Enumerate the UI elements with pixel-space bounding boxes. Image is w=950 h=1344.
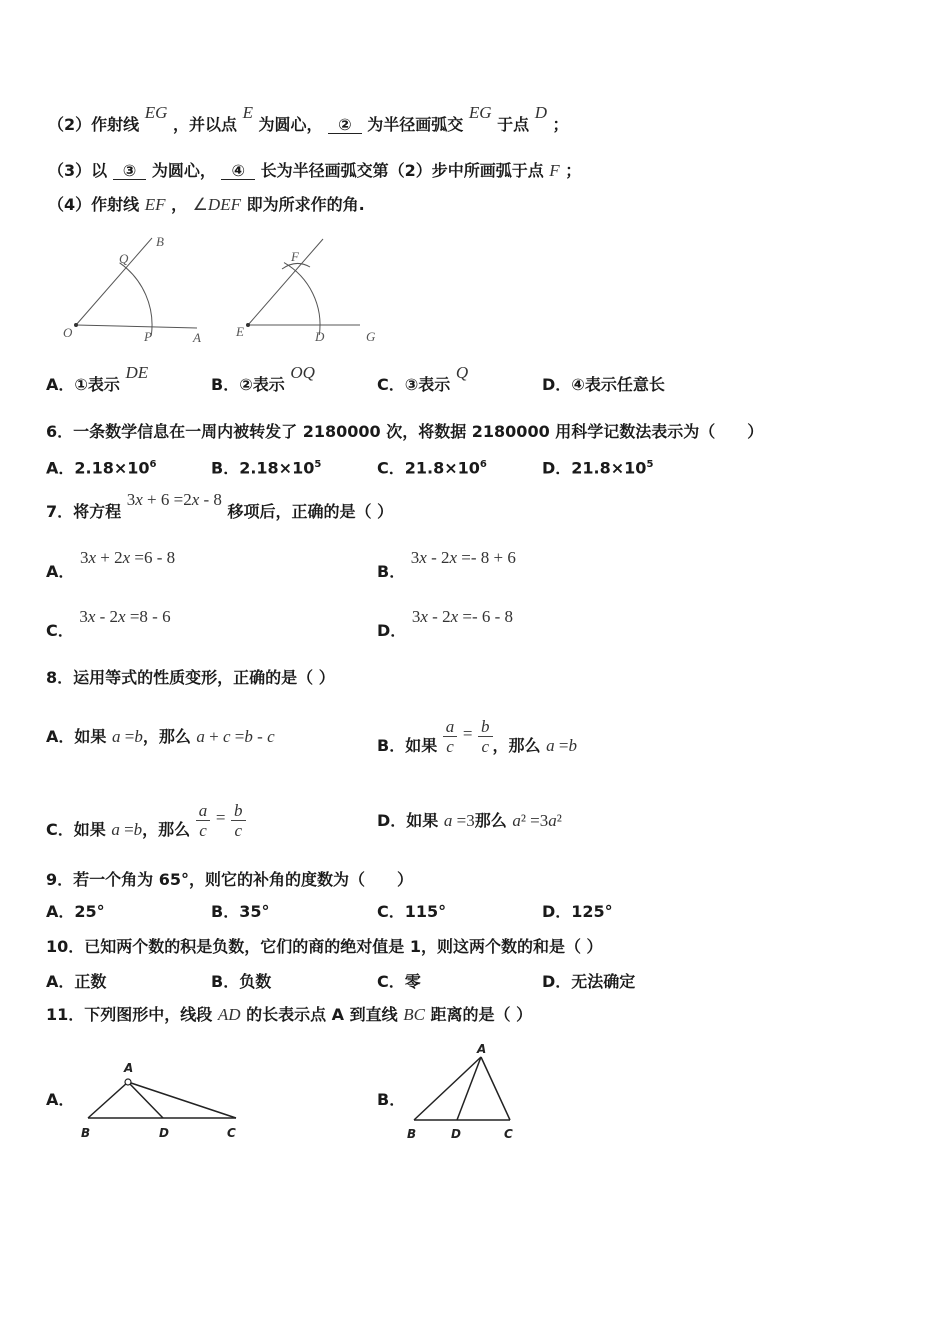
option-if: D．如果 (377, 811, 439, 830)
q11-triangle-figures (70, 1040, 540, 1145)
q8-option-b (377, 717, 577, 766)
label-q: Q (119, 251, 129, 266)
step4-prefix: （4）作射线 (48, 195, 140, 214)
denominator: c (446, 737, 454, 756)
denominator: c (199, 821, 207, 840)
math-variable: x (449, 548, 458, 567)
option-exponent: 6 (149, 459, 157, 470)
option-exponent: 5 (314, 459, 322, 470)
stem-equation: 3x + 6 =2x - 8 (126, 490, 222, 509)
segment-ad-symbol (218, 1005, 241, 1024)
stem-prefix: 11．下列图形中，线段 (46, 1005, 213, 1024)
math-variable: x (122, 548, 131, 567)
ray-eg-symbol (145, 103, 168, 122)
math-variable: E (137, 363, 149, 382)
q9-stem: 9．若一个角为 65°，则它的补角的度数为（ ） (46, 870, 413, 889)
q10-option-c: C．零 (377, 972, 421, 991)
math-variable: a (546, 736, 555, 755)
point-e-symbol (243, 103, 253, 122)
q6-option-b (211, 455, 321, 478)
math-variable: a (512, 811, 521, 830)
math-variable: E (144, 103, 156, 122)
math-variable: x (87, 607, 96, 626)
option-math (126, 363, 149, 382)
q5-option-c (377, 363, 469, 395)
segment-ac (481, 1057, 510, 1120)
q6-option-a (46, 455, 157, 478)
option-if: A．如果 (46, 727, 107, 746)
option-label: D．④表示任意长 (542, 375, 665, 394)
math-variable: b (244, 727, 253, 746)
math-variable: E (144, 195, 156, 214)
option-if: B．如果 (377, 736, 438, 755)
label-c: C (504, 1127, 513, 1141)
math-variable: x (88, 548, 97, 567)
step2-text-1: ，并以点 (172, 115, 237, 134)
option-label: C．③表示 (377, 375, 451, 394)
label-e: E (236, 324, 244, 339)
option-if: C．如果 (46, 820, 106, 839)
label-o: O (63, 325, 73, 340)
option-exponent: 5 (646, 459, 654, 470)
label-p: P (144, 329, 152, 344)
q9-option-b: B．35° (211, 902, 270, 921)
option-result: a² =3a² (512, 811, 562, 830)
math-variable: a (548, 811, 557, 830)
math-variable: D (125, 363, 138, 382)
math-variable: D (534, 103, 547, 122)
q5-option-a (46, 363, 149, 395)
figure-angle-aob (63, 234, 201, 345)
math-variable: B (403, 1005, 414, 1024)
equals-sign: = (215, 808, 226, 827)
math-variable: x (135, 490, 143, 509)
step4-comma: ， (171, 195, 188, 214)
label-a: A (477, 1042, 487, 1056)
math-variable: a (111, 727, 121, 746)
math-variable: A (217, 1005, 229, 1024)
math-variable: G (155, 103, 168, 122)
point-d-symbol (535, 103, 547, 122)
stem-prefix: 7．将方程 (46, 502, 122, 521)
angle-def-symbol: ∠DEF (192, 195, 241, 214)
q9-option-a: A．25° (46, 902, 105, 921)
q9-option-c: C．115° (377, 902, 447, 921)
label-d: D (159, 1126, 169, 1140)
step2-text-2: 为圆心， (258, 115, 323, 134)
math-variable: x (420, 607, 428, 626)
numerator: a (443, 717, 458, 737)
math-variable: Q (302, 363, 315, 382)
option-label: A．①表示 (46, 375, 120, 394)
segment-ac (128, 1082, 236, 1118)
fraction-a-over-c (196, 801, 211, 840)
step4-end: 即为所求作的角. (246, 195, 365, 214)
math-variable: x (450, 607, 459, 626)
option-letter: D． (377, 621, 407, 640)
step3-text-1: 为圆心， (151, 161, 216, 180)
q6-stem: 6．一条数学信息在一周内被转发了 2180000 次，将数据 2180000 用科学记数法表示为（ ） (46, 422, 764, 441)
math-variable: D (207, 195, 221, 214)
ray-ef-symbol (145, 195, 166, 214)
ray-eg-symbol-2 (469, 103, 492, 122)
step3-end: ； (565, 161, 582, 180)
option-result: a =b (546, 736, 577, 755)
q7-option-a (46, 548, 176, 582)
denominator: c (481, 737, 490, 756)
option-base: A．2.18×10 (46, 458, 150, 478)
option-base: D．21.8×10 (542, 458, 647, 478)
math-variable: E (220, 195, 231, 214)
option-letter: C． (46, 621, 74, 640)
fraction-b-over-c (478, 717, 493, 756)
math-variable: x (191, 490, 200, 509)
label-a: A (124, 1061, 134, 1075)
step2-text-4: 于点 (497, 115, 530, 134)
math-variable: E (468, 103, 480, 122)
step3-prefix: （3）以 (48, 161, 108, 180)
label-d: D (315, 329, 325, 344)
option-equation: 3x - 2x =8 - 6 (79, 607, 171, 626)
blank-3: ③ (113, 162, 147, 180)
blank-2: ② (328, 116, 362, 134)
math-variable: b (133, 820, 143, 839)
option-condition: a =b (111, 727, 143, 746)
math-variable: F (549, 161, 560, 180)
figure-angle-def (235, 239, 376, 344)
q11-stem (46, 1005, 532, 1025)
option-condition: a =b (111, 820, 143, 839)
label-b: B (407, 1127, 417, 1141)
q9-option-d: D．125° (542, 902, 613, 921)
q10-stem: 10．已知两个数的积是负数，它们的商的绝对值是 1，则这两个数的和是（ ） (46, 937, 603, 956)
step3-text-2: 长为半径画弧交第（2）步中所画弧于点 (260, 161, 544, 180)
point-f-symbol (549, 161, 559, 180)
q8-option-a (46, 727, 275, 747)
option-equation: 3x + 2x =6 - 8 (79, 548, 176, 567)
vertex-a (125, 1079, 131, 1085)
q7-option-d (377, 607, 514, 641)
option-then: ，那么 (142, 820, 191, 839)
label-a: A (193, 330, 201, 345)
option-math (456, 363, 468, 382)
option-math (290, 363, 315, 382)
q8-stem: 8．运用等式的性质变形，正确的是（ ） (46, 668, 335, 687)
q5-step2 (48, 103, 569, 135)
q5-construction-figures (40, 225, 400, 350)
math-variable: b (568, 736, 577, 755)
numerator: b (231, 801, 246, 821)
math-variable: F (155, 195, 166, 214)
fraction-a-over-c (443, 717, 458, 756)
q5-step4 (48, 195, 365, 215)
q10-option-b: B．负数 (211, 972, 272, 991)
numerator: b (478, 717, 493, 737)
segment-ba (414, 1057, 481, 1120)
option-equation: 3x - 2x =- 6 - 8 (411, 607, 514, 626)
q11-option-b-letter: B． (377, 1090, 406, 1109)
option-equation: 3x - 2x =- 8 + 6 (410, 548, 516, 567)
label-g: G (366, 329, 376, 344)
option-result: a + c =b - c (196, 727, 275, 746)
step2-text-3: 为半径画弧交 (367, 115, 464, 134)
numerator: a (196, 801, 211, 821)
math-variable: c (223, 727, 231, 746)
option-then: 那么 (474, 811, 507, 830)
math-variable: F (230, 195, 241, 214)
q8-option-d (377, 811, 562, 831)
step2-end: ； (552, 115, 569, 134)
fraction-b-over-c (231, 801, 246, 840)
math-variable: G (479, 103, 492, 122)
math-variable: c (267, 727, 275, 746)
q7-stem (46, 490, 394, 522)
option-then: ，那么 (142, 727, 191, 746)
q8-option-c (46, 801, 246, 850)
triangle-option-a (81, 1061, 236, 1140)
q5-option-b (211, 363, 315, 395)
q6-option-d (542, 455, 653, 478)
math-variable: C (413, 1005, 425, 1024)
q11-option-a-letter: A． (46, 1090, 75, 1109)
arc-qp (120, 263, 152, 336)
q6-option-c (377, 455, 487, 478)
q5-option-d (542, 375, 665, 395)
segment-ba (88, 1082, 128, 1118)
label-b: B (156, 234, 164, 249)
math-variable: x (419, 548, 427, 567)
q5-step3 (48, 161, 581, 181)
equals-sign: = (462, 724, 473, 743)
math-variable: Q (455, 363, 469, 382)
option-letter: A． (46, 562, 75, 581)
math-variable: b (134, 727, 143, 746)
triangle-option-b (407, 1042, 513, 1141)
label-d: D (451, 1127, 461, 1141)
ray-ef (248, 239, 323, 325)
q10-option-a: A．正数 (46, 972, 107, 991)
point-e (246, 323, 250, 327)
denominator: c (234, 821, 243, 840)
math-variable: O (290, 363, 303, 382)
option-then: ，那么 (492, 736, 541, 755)
q7-option-b (377, 548, 516, 582)
step2-prefix: （2）作射线 (48, 115, 140, 134)
stem-middle: 的长表示点 A 到直线 (246, 1005, 398, 1024)
arc-fd (284, 263, 320, 335)
math-variable: a (196, 727, 205, 746)
stem-suffix: 移项后，正确的是（ ） (227, 502, 394, 521)
blank-4: ④ (221, 162, 255, 180)
option-base: B．2.18×10 (211, 458, 315, 478)
option-exponent: 6 (479, 459, 487, 470)
label-f: F (291, 249, 299, 264)
math-variable: a (443, 811, 453, 830)
label-c: C (227, 1126, 236, 1140)
ray-oa (76, 325, 197, 328)
math-variable: E (242, 103, 253, 122)
point-o (74, 323, 78, 327)
segment-ad (457, 1057, 481, 1120)
stem-suffix: 距离的是（ ） (430, 1005, 533, 1024)
q10-option-d: D．无法确定 (542, 972, 636, 991)
math-variable: a (111, 820, 120, 839)
ray-ob (76, 238, 152, 325)
option-base: C．21.8×10 (377, 458, 480, 478)
math-variable: D (228, 1005, 241, 1024)
math-variable: x (118, 607, 126, 626)
option-letter: B． (377, 562, 406, 581)
q7-option-c (46, 607, 171, 641)
line-bc-symbol (403, 1005, 425, 1024)
label-b: B (81, 1126, 91, 1140)
option-condition: a =3 (443, 811, 475, 830)
option-label: B．②表示 (211, 375, 285, 394)
